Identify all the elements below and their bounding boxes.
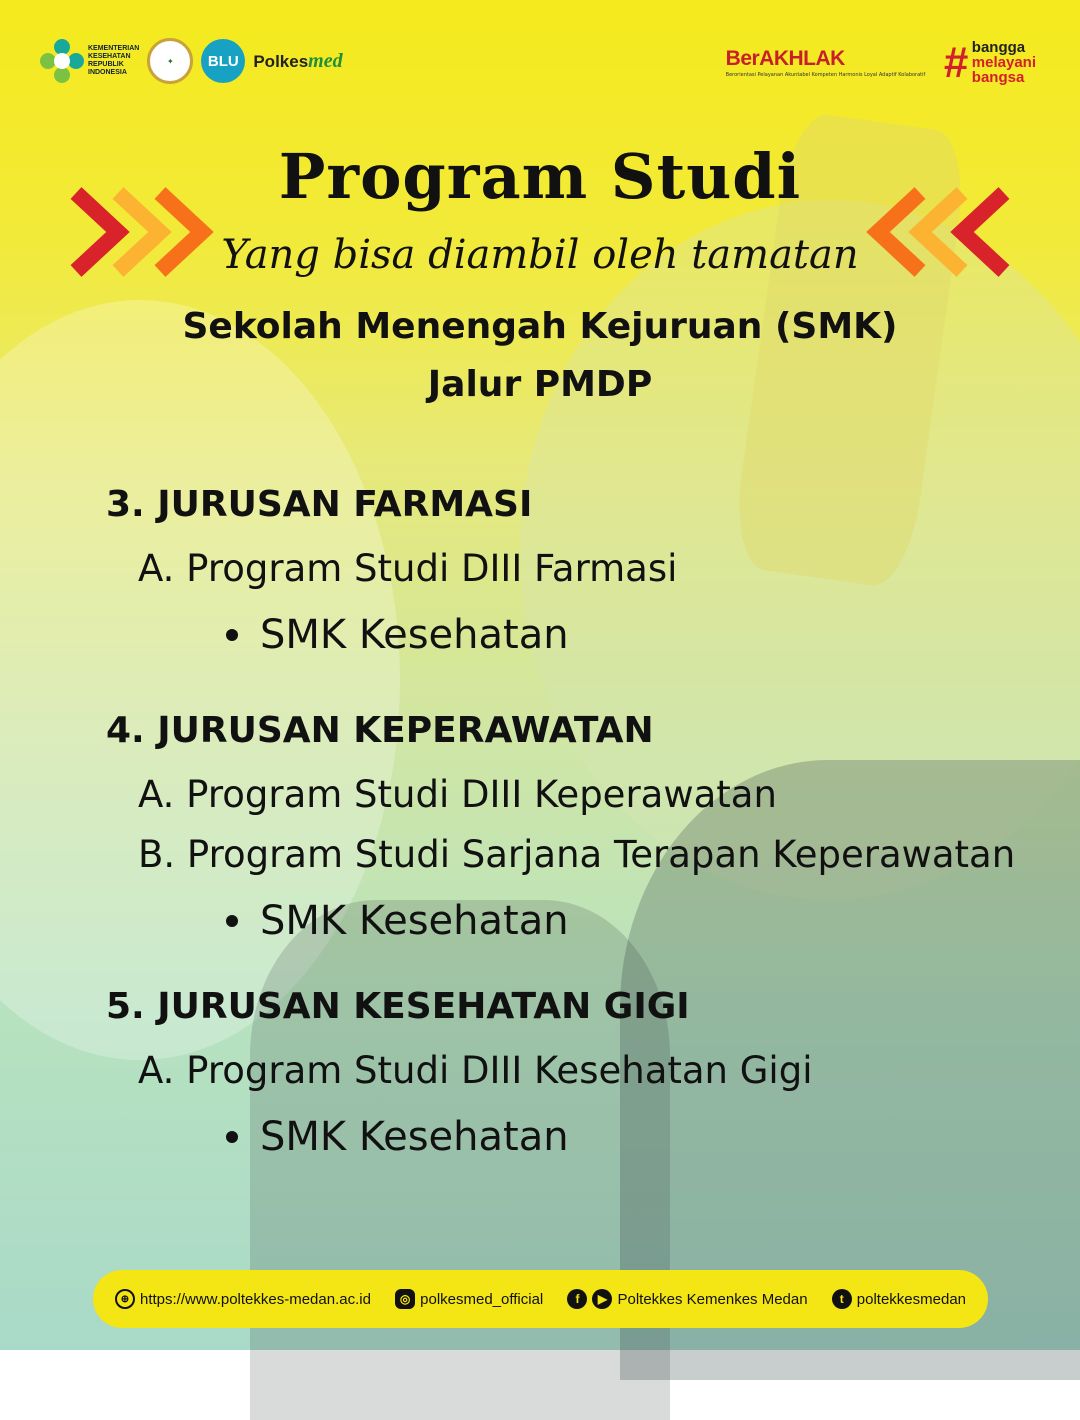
website-link[interactable]: https://www.poltekkes-medan.ac.id	[140, 1290, 371, 1308]
berakhlak-title: BerAKHLAK	[725, 47, 845, 70]
bangga-word: bangsa	[971, 69, 1025, 86]
kemenkes-text: KEMENTERIAN KESEHATAN REPUBLIK INDONESIA	[88, 45, 140, 76]
berakhlak-logo	[726, 47, 926, 78]
polkesmed-logo: Polkesmed	[253, 49, 343, 72]
kemenkes-mark-icon	[40, 39, 84, 83]
footer-facebook-youtube[interactable]	[567, 1289, 807, 1309]
requirement-text: SMK Kesehatan	[260, 1114, 569, 1160]
requirement-item	[226, 1114, 569, 1160]
twitter-icon: t	[832, 1289, 852, 1309]
program-item: A. Program Studi DIII Kesehatan Gigi	[138, 1049, 813, 1092]
bangga-word: melayani	[971, 54, 1036, 71]
blu-logo: BLU	[201, 39, 245, 83]
bangga-word: bangga	[971, 39, 1026, 56]
facebook-youtube-name[interactable]: Poltekkes Kemenkes Medan	[617, 1290, 808, 1308]
bullet-icon	[226, 629, 238, 641]
school-type: Sekolah Menengah Kejuruan (SMK)	[182, 306, 898, 347]
facebook-icon: f	[567, 1289, 587, 1309]
department-heading: 3. JURUSAN FARMASI	[106, 484, 533, 525]
instagram-handle[interactable]: polkesmed_official	[420, 1290, 544, 1308]
hashtag-icon: #	[943, 37, 968, 87]
requirement-text: SMK Kesehatan	[260, 612, 569, 658]
page-subtitle: Yang bisa diambil oleh tamatan	[221, 232, 859, 278]
program-item: B. Program Studi Sarjana Terapan Keperawatan	[138, 833, 1016, 876]
footer-instagram[interactable]	[395, 1289, 543, 1309]
youtube-icon: ▶	[592, 1289, 612, 1309]
footer-twitter[interactable]	[832, 1289, 966, 1309]
bullet-icon	[226, 915, 238, 927]
background-photo-shape	[250, 900, 670, 1420]
bangga-melayani-bangsa-logo	[943, 37, 1036, 87]
kemenkes-logo	[40, 39, 139, 83]
admission-path: Jalur PMDP	[427, 364, 653, 405]
program-item: A. Program Studi DIII Farmasi	[138, 547, 678, 590]
header-logos-left	[40, 38, 343, 84]
instagram-icon: ◎	[395, 1289, 415, 1309]
page-title: Program Studi	[278, 140, 802, 213]
twitter-handle[interactable]: poltekkesmedan	[856, 1290, 966, 1308]
requirement-item	[226, 612, 569, 658]
globe-icon: ⊕	[115, 1289, 135, 1309]
footer-contact-bar	[93, 1270, 988, 1328]
berakhlak-subtitle: Berorientasi Pelayanan Akuntabel Kompeten Harmonis Loyal Adaptif Kolaboratif	[725, 72, 926, 78]
poltekkes-seal-icon: ✦	[147, 38, 193, 84]
department-heading: 5. JURUSAN KESEHATAN GIGI	[106, 986, 690, 1027]
header-logos-right	[725, 37, 1036, 87]
program-item: A. Program Studi DIII Keperawatan	[138, 773, 777, 816]
requirement-text: SMK Kesehatan	[260, 898, 569, 944]
bullet-icon	[226, 1131, 238, 1143]
department-heading: 4. JURUSAN KEPERAWATAN	[106, 710, 654, 751]
requirement-item	[226, 898, 569, 944]
footer-website[interactable]	[115, 1289, 371, 1309]
